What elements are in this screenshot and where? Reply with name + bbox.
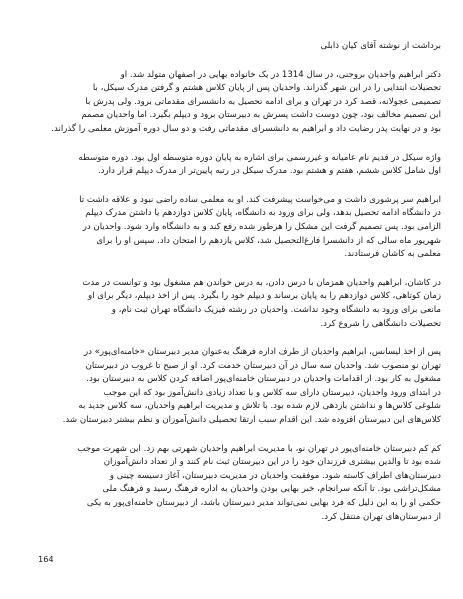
paragraph-line: تصمیمی عجولانه، قصد کرد در تهران و برای ادامه تحصیل به دانشسرای مقدماتی برود. ولی پدرش با: [85, 96, 441, 107]
paragraph-line: از دبیرستان‌های تهران منتقل کرد.: [321, 511, 441, 522]
paragraph-line: مانعی برای ورود به دانشگاه وجود نداشت. واحدیان در رشته فیزیک دانشگاه تهران ثبت نام، و: [111, 304, 441, 315]
paragraph-5: [22, 346, 441, 428]
paragraph-line: کلاس‌های این دبیرستان افزوده شد. این اقدام سبب ارتقا تحصیلی دانش‌آموزان و نظم بیشتر دبیرستان شد.: [62, 415, 441, 426]
paragraph-line: شده بود تا والدین بیشتری فرزندان خود را در این دبیرستان ثبت نام کنند و از تعداد دانش‌آموزان: [103, 457, 441, 468]
page-number: 164: [38, 554, 54, 564]
paragraph-line: این تصمیم مخالف بود، چون دوست داشت پسرش به دبیرستان برود و دیپلم بگیرد. اما واحدیان مصمم: [81, 110, 441, 121]
paragraph-line: پس از اخذ لیسانس، ابراهیم واحدیان از طرف اداره فرهنگ به‌عنوان مدیر دبیرستان «خامنه‌ای‌پور» در: [83, 347, 441, 358]
paragraph-line: در دانشگاه ادامه تحصیل بدهد، ولی برای ورود به دانشگاه، پایان کلاس دوازدهم یا داشتن مدرک دیپلم: [85, 208, 441, 219]
paragraph-line: در کاشان، ابراهیم واحدیان همزمان با درس دادن، به درس خواندن هم مشغول بود و توانست در مدت: [82, 277, 441, 288]
paragraph-line: دبیرستان‌های اطراف کاسته شود. موفقیت واحدیان در مدیریت دبیرستان، آغاز دسیسه چینی و: [109, 470, 441, 481]
paragraph-line: مشکل‌تراشی بود. تا آنکه سرانجام، خبر بهایی بودن واحدیان به اداره فرهنگ رسید و فرهنگ ملی: [102, 484, 441, 495]
paragraph-line: زمان کوتاهی، کلاس دوازدهم را به پایان برساند و دیپلم خود را بگیرد. پس از اخذ دیپلم، دیگر برای او: [87, 291, 441, 302]
paragraph-line: ابراهیم سر پرشوری داشت و می‌خواست پیشرفت کند. او به معلمی ساده راضی نبود و علاقه داشت تا: [79, 194, 441, 205]
paragraph-line: الزامی بود. پس تصمیم گرفت این مشکل را هرطور شده رفع کند و به دانشگاه وارد شود. واحدیان در: [82, 221, 441, 232]
paragraph-3: [22, 194, 441, 262]
paragraph-line: مشغول به کار بود. از اقدامات واحدیان در دبیرستان خامنه‌ای‌پور اضافه کردن کلاس به دبیرستان بود.: [86, 374, 441, 385]
document-body: [22, 40, 441, 539]
paragraph-line: بود و در نهایت پدر رضایت داد و ابراهیم به دانشسرای مقدماتی رفت و دو سال دوره آموزش معلمی را گذراند.: [51, 123, 441, 134]
document-heading: برداشت از نوشته آقای کیان ذابلی: [320, 41, 441, 51]
paragraph-line: کم کم دبیرستان خامنه‌ای‌پور در تهران نو، با مدیریت ابراهیم واحدیان شهرتی بهم زد. این شهرت موجب: [77, 443, 441, 454]
paragraph-1: [22, 69, 441, 137]
paragraph-line: حکمی او را به این دلیل که فرد بهایی نمی‌تواند مدیر دبیرستان باشد، از دبیرستان خامنه‌ای‌پور به یکی: [86, 498, 441, 509]
paragraph-6: [22, 443, 441, 525]
paragraph-line: اول شامل کلاس ششم، هفتم و هشتم بود. مدرک سیکل در رتبه پایین‌تر از مدرک دیپلم قرار دارد.: [97, 166, 441, 177]
paragraph-line: تحصیلات ابتدایی را در این شهر گذراند. واحدیان پس از پایان کلاس هشتم و گرفتن مدرک سیکل، با: [92, 83, 441, 94]
paragraph-line: دکتر ابراهیم واحدیان بروجنی، در سال 1314 در یک خانواده بهایی در اصفهان متولد شد. او: [120, 69, 441, 80]
paragraph-line: در ابتدای ورود واحدیان، دبیرستان دارای سه کلاس و با تعداد زیادی دانش‌آموز بود که این موجب: [103, 387, 441, 398]
paragraph-line: شلوغی کلاس‌ها و نداشتن بازدهی لازم شده بود. با تلاش و مدیریت ابراهیم واحدیان، سه کلاس جدید به: [78, 401, 441, 412]
paragraph-line: تهران نو منصوب شد. واحدیان سه سال در آن دبیرستان خدمت کرد. او از صبح تا غروب در دبیرستان: [85, 360, 441, 371]
paragraph-line: معلمی به کاشان فرستادند.: [344, 249, 441, 260]
paragraph-line: شهریور ماه سالی که از دانشسرا فارغ‌التحصیل شد، کلاس یازدهم را امتحان داد. سپس او را برای: [96, 235, 441, 246]
paragraph-line: تحصیلات دانشگاهی را شروع کرد.: [320, 318, 441, 329]
paragraph-4: [22, 277, 441, 331]
paragraph-2: [22, 152, 441, 179]
paragraph-line: واژه سیکل در قدیم نام عامیانه و غیررسمی برای اشاره به پایان دوره متوسطه اول بود. دوره متوسطه: [78, 152, 441, 163]
